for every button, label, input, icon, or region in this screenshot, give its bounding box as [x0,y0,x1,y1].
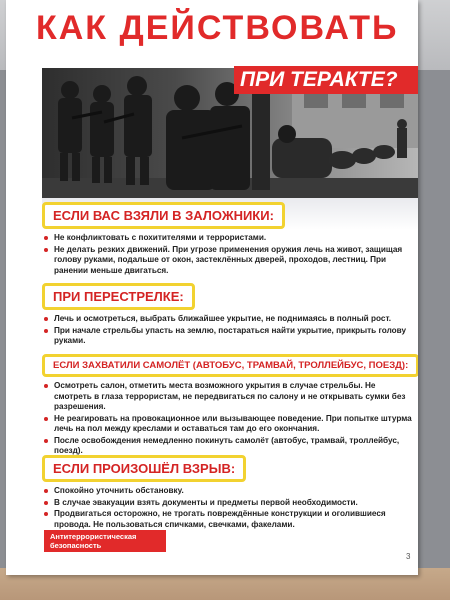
poster-subtitle: ПРИ ТЕРАКТЕ? [234,66,418,94]
list-item: Продвигаться осторожно, не трогать повреждённые конструкции и оголившиеся провода. Не пользоваться спичками, свечками, факелами. [42,509,412,530]
section-hostage [42,202,412,277]
list-item: После освобождения немедленно покинуть самолёт (автобус, трамвай, троллейбус, поезд). [42,436,412,457]
section-heading: ЕСЛИ ЗАХВАТИЛИ САМОЛЁТ (АВТОБУС, ТРАМВАЙ, ТРОЛЛЕЙБУС, ПОЕЗД): [42,354,418,377]
poster [6,0,418,575]
section-explosion [42,455,412,531]
section-heading: ЕСЛИ ПРОИЗОШЁЛ ВЗРЫВ: [42,455,246,482]
section-list [42,314,412,347]
list-item: Не делать резких движений. При угрозе применения оружия лечь на живот, защищая голову руками, подальше от окон, застеклённых дверей, проходов, лестниц. При ранении меньше двигаться. [42,245,412,277]
list-item: Спокойно уточнить обстановку. [42,486,412,497]
list-item: При начале стрельбы упасть на землю, постараться найти укрытие, прикрыть голову руками. [42,326,412,347]
list-item: Осмотреть салон, отметить места возможного укрытия в случае стрельбы. Не смотреть в глаза террористам, не передвигаться по салону и не открывать сумки без разрешения. [42,381,412,413]
section-list [42,486,412,530]
section-hijack [42,354,412,458]
section-heading: ПРИ ПЕРЕСТРЕЛКЕ: [42,283,195,310]
list-item: Не реагировать на провокационное или вызывающее поведение. При попытке штурма лечь на пол между креслами и оставаться там до его окончания. [42,414,412,435]
page-number: 3 [406,552,411,561]
anti-terror-badge: Антитеррористическая безопасность [44,530,166,552]
section-list [42,381,412,457]
section-heading: ЕСЛИ ВАС ВЗЯЛИ В ЗАЛОЖНИКИ: [42,202,285,229]
list-item: Лечь и осмотреться, выбрать ближайшее укрытие, не поднимаясь в полный рост. [42,314,412,325]
section-list [42,233,412,276]
poster-title: КАК ДЕЙСТВОВАТЬ [36,9,399,47]
section-shootout [42,283,412,348]
list-item: В случае эвакуации взять документы и предметы первой необходимости. [42,498,412,509]
list-item: Не конфликтовать с похитителями и террористами. [42,233,412,244]
